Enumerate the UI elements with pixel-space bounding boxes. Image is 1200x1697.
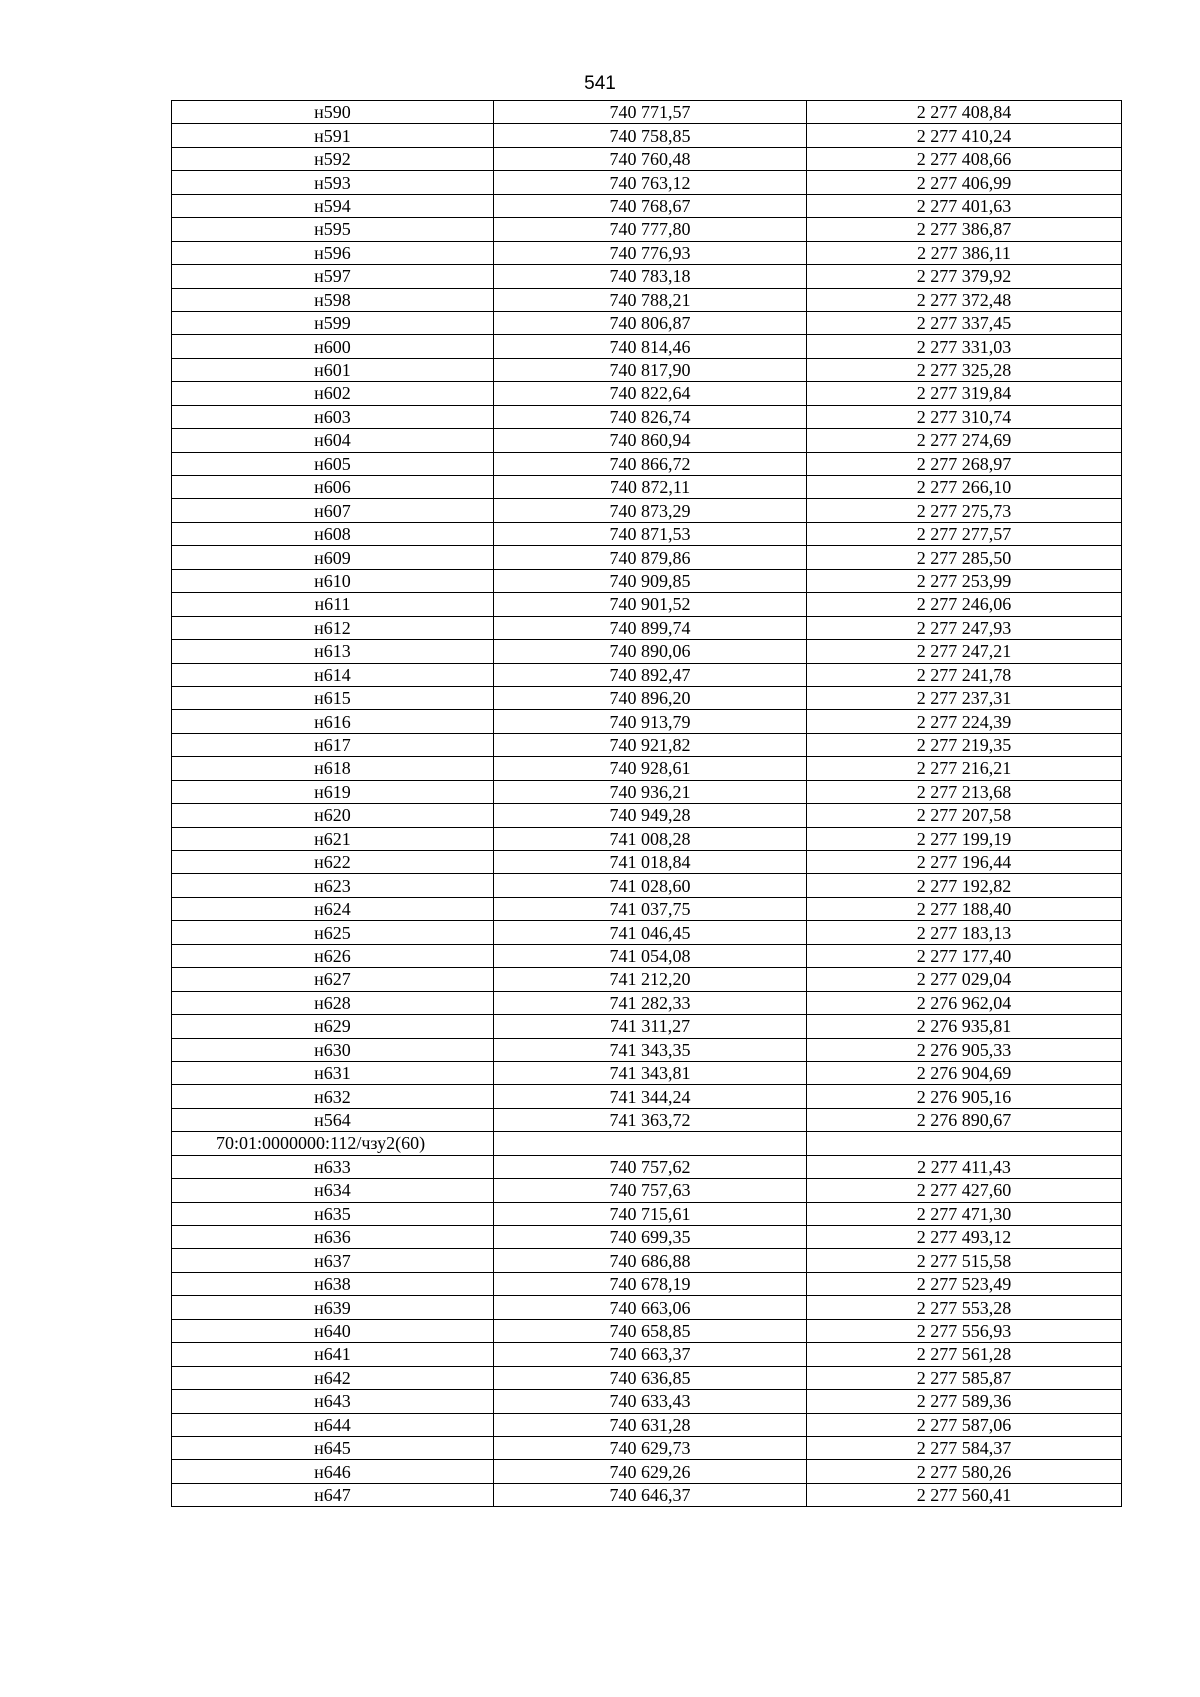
- x-coordinate-cell: 740 822,64: [494, 382, 807, 405]
- section-row: [172, 1132, 1122, 1155]
- x-coordinate-cell: 741 018,84: [494, 851, 807, 874]
- point-id-cell: н623: [172, 874, 494, 897]
- point-id-cell: н610: [172, 569, 494, 592]
- y-coordinate-cell: 2 277 553,28: [807, 1296, 1122, 1319]
- table-row: [172, 1272, 1122, 1295]
- y-coordinate-cell: 2 277 587,06: [807, 1413, 1122, 1436]
- x-coordinate-cell: 740 814,46: [494, 335, 807, 358]
- x-coordinate-cell: 741 282,33: [494, 991, 807, 1014]
- coordinates-table: [171, 100, 1122, 1507]
- table-row: [172, 288, 1122, 311]
- x-coordinate-cell: 740 771,57: [494, 101, 807, 124]
- point-id-cell: н597: [172, 265, 494, 288]
- x-coordinate-cell: 740 899,74: [494, 616, 807, 639]
- section-empty-cell: [494, 1132, 807, 1155]
- point-id-cell: н604: [172, 429, 494, 452]
- x-coordinate-cell: 740 872,11: [494, 476, 807, 499]
- x-coordinate-cell: 740 817,90: [494, 358, 807, 381]
- x-coordinate-cell: 741 046,45: [494, 921, 807, 944]
- point-id-cell: н636: [172, 1226, 494, 1249]
- y-coordinate-cell: 2 277 319,84: [807, 382, 1122, 405]
- x-coordinate-cell: 740 896,20: [494, 686, 807, 709]
- point-id-cell: н627: [172, 968, 494, 991]
- y-coordinate-cell: 2 277 471,30: [807, 1202, 1122, 1225]
- y-coordinate-cell: 2 277 493,12: [807, 1226, 1122, 1249]
- point-id-cell: н640: [172, 1319, 494, 1342]
- y-coordinate-cell: 2 277 408,66: [807, 147, 1122, 170]
- table-row: [172, 710, 1122, 733]
- point-id-cell: н600: [172, 335, 494, 358]
- y-coordinate-cell: 2 277 247,93: [807, 616, 1122, 639]
- y-coordinate-cell: 2 277 216,21: [807, 757, 1122, 780]
- point-id-cell: н629: [172, 1015, 494, 1038]
- x-coordinate-cell: 740 763,12: [494, 171, 807, 194]
- y-coordinate-cell: 2 277 410,24: [807, 124, 1122, 147]
- table-row: [172, 218, 1122, 241]
- x-coordinate-cell: 740 658,85: [494, 1319, 807, 1342]
- table-row: [172, 733, 1122, 756]
- y-coordinate-cell: 2 277 029,04: [807, 968, 1122, 991]
- y-coordinate-cell: 2 277 589,36: [807, 1390, 1122, 1413]
- table-row: [172, 780, 1122, 803]
- x-coordinate-cell: 740 788,21: [494, 288, 807, 311]
- y-coordinate-cell: 2 277 247,21: [807, 640, 1122, 663]
- table-row: [172, 358, 1122, 381]
- point-id-cell: н607: [172, 499, 494, 522]
- table-row: [172, 686, 1122, 709]
- point-id-cell: н601: [172, 358, 494, 381]
- x-coordinate-cell: 740 757,62: [494, 1155, 807, 1178]
- point-id-cell: н635: [172, 1202, 494, 1225]
- x-coordinate-cell: 740 768,67: [494, 194, 807, 217]
- y-coordinate-cell: 2 277 386,11: [807, 241, 1122, 264]
- table-row: [172, 171, 1122, 194]
- y-coordinate-cell: 2 277 372,48: [807, 288, 1122, 311]
- y-coordinate-cell: 2 277 585,87: [807, 1366, 1122, 1389]
- point-id-cell: н625: [172, 921, 494, 944]
- table-row: [172, 311, 1122, 334]
- table-row: [172, 1061, 1122, 1084]
- table-row: [172, 921, 1122, 944]
- point-id-cell: н617: [172, 733, 494, 756]
- y-coordinate-cell: 2 277 253,99: [807, 569, 1122, 592]
- table-row: [172, 1343, 1122, 1366]
- table-row: [172, 1296, 1122, 1319]
- point-id-cell: н634: [172, 1179, 494, 1202]
- table-row: [172, 569, 1122, 592]
- table-row: [172, 1413, 1122, 1436]
- point-id-cell: н645: [172, 1436, 494, 1459]
- x-coordinate-cell: 740 879,86: [494, 546, 807, 569]
- point-id-cell: н599: [172, 311, 494, 334]
- point-id-cell: н591: [172, 124, 494, 147]
- x-coordinate-cell: 740 758,85: [494, 124, 807, 147]
- y-coordinate-cell: 2 277 337,45: [807, 311, 1122, 334]
- point-id-cell: н613: [172, 640, 494, 663]
- point-id-cell: н639: [172, 1296, 494, 1319]
- x-coordinate-cell: 741 054,08: [494, 944, 807, 967]
- x-coordinate-cell: 740 629,26: [494, 1460, 807, 1483]
- table-row: [172, 1390, 1122, 1413]
- table-row: [172, 147, 1122, 170]
- y-coordinate-cell: 2 277 219,35: [807, 733, 1122, 756]
- page-number: 541: [584, 73, 616, 94]
- point-id-cell: н606: [172, 476, 494, 499]
- table-row: [172, 1202, 1122, 1225]
- y-coordinate-cell: 2 277 196,44: [807, 851, 1122, 874]
- y-coordinate-cell: 2 277 408,84: [807, 101, 1122, 124]
- point-id-cell: н643: [172, 1390, 494, 1413]
- x-coordinate-cell: 740 678,19: [494, 1272, 807, 1295]
- point-id-cell: н622: [172, 851, 494, 874]
- x-coordinate-cell: 740 866,72: [494, 452, 807, 475]
- table-row: [172, 757, 1122, 780]
- y-coordinate-cell: 2 277 246,06: [807, 593, 1122, 616]
- x-coordinate-cell: 740 873,29: [494, 499, 807, 522]
- table-row: [172, 1436, 1122, 1459]
- table-row: [172, 593, 1122, 616]
- y-coordinate-cell: 2 276 935,81: [807, 1015, 1122, 1038]
- table-row: [172, 827, 1122, 850]
- x-coordinate-cell: 740 901,52: [494, 593, 807, 616]
- x-coordinate-cell: 741 212,20: [494, 968, 807, 991]
- x-coordinate-cell: 740 715,61: [494, 1202, 807, 1225]
- table-row: [172, 663, 1122, 686]
- y-coordinate-cell: 2 277 207,58: [807, 804, 1122, 827]
- table-row: [172, 874, 1122, 897]
- y-coordinate-cell: 2 277 379,92: [807, 265, 1122, 288]
- y-coordinate-cell: 2 277 188,40: [807, 897, 1122, 920]
- y-coordinate-cell: 2 277 266,10: [807, 476, 1122, 499]
- point-id-cell: н624: [172, 897, 494, 920]
- point-id-cell: н611: [172, 593, 494, 616]
- table-row: [172, 897, 1122, 920]
- table-row: [172, 968, 1122, 991]
- y-coordinate-cell: 2 277 192,82: [807, 874, 1122, 897]
- section-empty-cell: [807, 1132, 1122, 1155]
- x-coordinate-cell: 741 008,28: [494, 827, 807, 850]
- y-coordinate-cell: 2 277 177,40: [807, 944, 1122, 967]
- point-id-cell: н632: [172, 1085, 494, 1108]
- point-id-cell: н605: [172, 452, 494, 475]
- point-id-cell: н618: [172, 757, 494, 780]
- y-coordinate-cell: 2 277 411,43: [807, 1155, 1122, 1178]
- table-row: [172, 851, 1122, 874]
- y-coordinate-cell: 2 277 401,63: [807, 194, 1122, 217]
- point-id-cell: н647: [172, 1483, 494, 1506]
- table-row: [172, 991, 1122, 1014]
- point-id-cell: н612: [172, 616, 494, 639]
- point-id-cell: н628: [172, 991, 494, 1014]
- y-coordinate-cell: 2 277 224,39: [807, 710, 1122, 733]
- x-coordinate-cell: 741 344,24: [494, 1085, 807, 1108]
- point-id-cell: н638: [172, 1272, 494, 1295]
- point-id-cell: н608: [172, 522, 494, 545]
- x-coordinate-cell: 740 663,06: [494, 1296, 807, 1319]
- table-row: [172, 1155, 1122, 1178]
- x-coordinate-cell: 740 686,88: [494, 1249, 807, 1272]
- point-id-cell: н598: [172, 288, 494, 311]
- y-coordinate-cell: 2 277 237,31: [807, 686, 1122, 709]
- table-row: [172, 1483, 1122, 1506]
- y-coordinate-cell: 2 277 285,50: [807, 546, 1122, 569]
- table-row: [172, 452, 1122, 475]
- y-coordinate-cell: 2 277 515,58: [807, 1249, 1122, 1272]
- table-row: [172, 101, 1122, 124]
- x-coordinate-cell: 740 757,63: [494, 1179, 807, 1202]
- table-row: [172, 1319, 1122, 1342]
- point-id-cell: н619: [172, 780, 494, 803]
- point-id-cell: н603: [172, 405, 494, 428]
- y-coordinate-cell: 2 277 560,41: [807, 1483, 1122, 1506]
- y-coordinate-cell: 2 277 523,49: [807, 1272, 1122, 1295]
- x-coordinate-cell: 740 629,73: [494, 1436, 807, 1459]
- y-coordinate-cell: 2 276 890,67: [807, 1108, 1122, 1131]
- x-coordinate-cell: 740 890,06: [494, 640, 807, 663]
- x-coordinate-cell: 740 776,93: [494, 241, 807, 264]
- table-row: [172, 1108, 1122, 1131]
- x-coordinate-cell: 740 699,35: [494, 1226, 807, 1249]
- point-id-cell: н631: [172, 1061, 494, 1084]
- y-coordinate-cell: 2 277 427,60: [807, 1179, 1122, 1202]
- x-coordinate-cell: 740 860,94: [494, 429, 807, 452]
- x-coordinate-cell: 741 311,27: [494, 1015, 807, 1038]
- table-row: [172, 546, 1122, 569]
- y-coordinate-cell: 2 277 556,93: [807, 1319, 1122, 1342]
- y-coordinate-cell: 2 276 904,69: [807, 1061, 1122, 1084]
- y-coordinate-cell: 2 277 275,73: [807, 499, 1122, 522]
- x-coordinate-cell: 740 928,61: [494, 757, 807, 780]
- x-coordinate-cell: 740 892,47: [494, 663, 807, 686]
- y-coordinate-cell: 2 277 213,68: [807, 780, 1122, 803]
- point-id-cell: н595: [172, 218, 494, 241]
- x-coordinate-cell: 740 909,85: [494, 569, 807, 592]
- x-coordinate-cell: 740 826,74: [494, 405, 807, 428]
- point-id-cell: н593: [172, 171, 494, 194]
- y-coordinate-cell: 2 276 905,16: [807, 1085, 1122, 1108]
- table-row: [172, 522, 1122, 545]
- x-coordinate-cell: 741 343,81: [494, 1061, 807, 1084]
- table-row: [172, 1038, 1122, 1061]
- x-coordinate-cell: 740 760,48: [494, 147, 807, 170]
- table-row: [172, 1366, 1122, 1389]
- x-coordinate-cell: 740 921,82: [494, 733, 807, 756]
- point-id-cell: н590: [172, 101, 494, 124]
- table-row: [172, 616, 1122, 639]
- point-id-cell: н646: [172, 1460, 494, 1483]
- section-header-group: [172, 1132, 1122, 1155]
- table-row: [172, 265, 1122, 288]
- y-coordinate-cell: 2 277 268,97: [807, 452, 1122, 475]
- point-id-cell: н592: [172, 147, 494, 170]
- point-id-cell: н621: [172, 827, 494, 850]
- x-coordinate-cell: 740 636,85: [494, 1366, 807, 1389]
- y-coordinate-cell: 2 277 274,69: [807, 429, 1122, 452]
- x-coordinate-cell: 740 646,37: [494, 1483, 807, 1506]
- table-row: [172, 1015, 1122, 1038]
- y-coordinate-cell: 2 277 580,26: [807, 1460, 1122, 1483]
- y-coordinate-cell: 2 277 277,57: [807, 522, 1122, 545]
- point-id-cell: н616: [172, 710, 494, 733]
- y-coordinate-cell: 2 277 325,28: [807, 358, 1122, 381]
- table-row: [172, 944, 1122, 967]
- coordinates-table-body-a: [172, 101, 1122, 1132]
- y-coordinate-cell: 2 277 310,74: [807, 405, 1122, 428]
- x-coordinate-cell: 740 913,79: [494, 710, 807, 733]
- section-label: 70:01:0000000:112/чзу2(60): [172, 1132, 494, 1155]
- x-coordinate-cell: 740 949,28: [494, 804, 807, 827]
- x-coordinate-cell: 740 936,21: [494, 780, 807, 803]
- table-row: [172, 1249, 1122, 1272]
- point-id-cell: н620: [172, 804, 494, 827]
- y-coordinate-cell: 2 277 584,37: [807, 1436, 1122, 1459]
- table-row: [172, 194, 1122, 217]
- point-id-cell: н630: [172, 1038, 494, 1061]
- x-coordinate-cell: 740 871,53: [494, 522, 807, 545]
- y-coordinate-cell: 2 277 386,87: [807, 218, 1122, 241]
- point-id-cell: н633: [172, 1155, 494, 1178]
- table-row: [172, 1085, 1122, 1108]
- x-coordinate-cell: 740 806,87: [494, 311, 807, 334]
- table-row: [172, 405, 1122, 428]
- point-id-cell: н602: [172, 382, 494, 405]
- y-coordinate-cell: 2 277 406,99: [807, 171, 1122, 194]
- x-coordinate-cell: 741 343,35: [494, 1038, 807, 1061]
- table-row: [172, 429, 1122, 452]
- x-coordinate-cell: 740 663,37: [494, 1343, 807, 1366]
- table-row: [172, 1179, 1122, 1202]
- point-id-cell: н564: [172, 1108, 494, 1131]
- table-row: [172, 476, 1122, 499]
- point-id-cell: н637: [172, 1249, 494, 1272]
- x-coordinate-cell: 740 783,18: [494, 265, 807, 288]
- x-coordinate-cell: 741 037,75: [494, 897, 807, 920]
- point-id-cell: н641: [172, 1343, 494, 1366]
- y-coordinate-cell: 2 277 199,19: [807, 827, 1122, 850]
- point-id-cell: н626: [172, 944, 494, 967]
- point-id-cell: н644: [172, 1413, 494, 1436]
- point-id-cell: н615: [172, 686, 494, 709]
- x-coordinate-cell: 740 777,80: [494, 218, 807, 241]
- y-coordinate-cell: 2 277 183,13: [807, 921, 1122, 944]
- x-coordinate-cell: 741 028,60: [494, 874, 807, 897]
- table-row: [172, 124, 1122, 147]
- point-id-cell: н642: [172, 1366, 494, 1389]
- x-coordinate-cell: 740 633,43: [494, 1390, 807, 1413]
- table-row: [172, 640, 1122, 663]
- y-coordinate-cell: 2 277 561,28: [807, 1343, 1122, 1366]
- table-row: [172, 499, 1122, 522]
- x-coordinate-cell: 741 363,72: [494, 1108, 807, 1131]
- point-id-cell: н614: [172, 663, 494, 686]
- point-id-cell: н594: [172, 194, 494, 217]
- table-row: [172, 1226, 1122, 1249]
- point-id-cell: н609: [172, 546, 494, 569]
- y-coordinate-cell: 2 277 331,03: [807, 335, 1122, 358]
- point-id-cell: н596: [172, 241, 494, 264]
- table-row: [172, 1460, 1122, 1483]
- y-coordinate-cell: 2 276 962,04: [807, 991, 1122, 1014]
- y-coordinate-cell: 2 277 241,78: [807, 663, 1122, 686]
- x-coordinate-cell: 740 631,28: [494, 1413, 807, 1436]
- table-row: [172, 804, 1122, 827]
- table-row: [172, 335, 1122, 358]
- table-row: [172, 241, 1122, 264]
- y-coordinate-cell: 2 276 905,33: [807, 1038, 1122, 1061]
- coordinates-table-body-b: [172, 1155, 1122, 1507]
- table-row: [172, 382, 1122, 405]
